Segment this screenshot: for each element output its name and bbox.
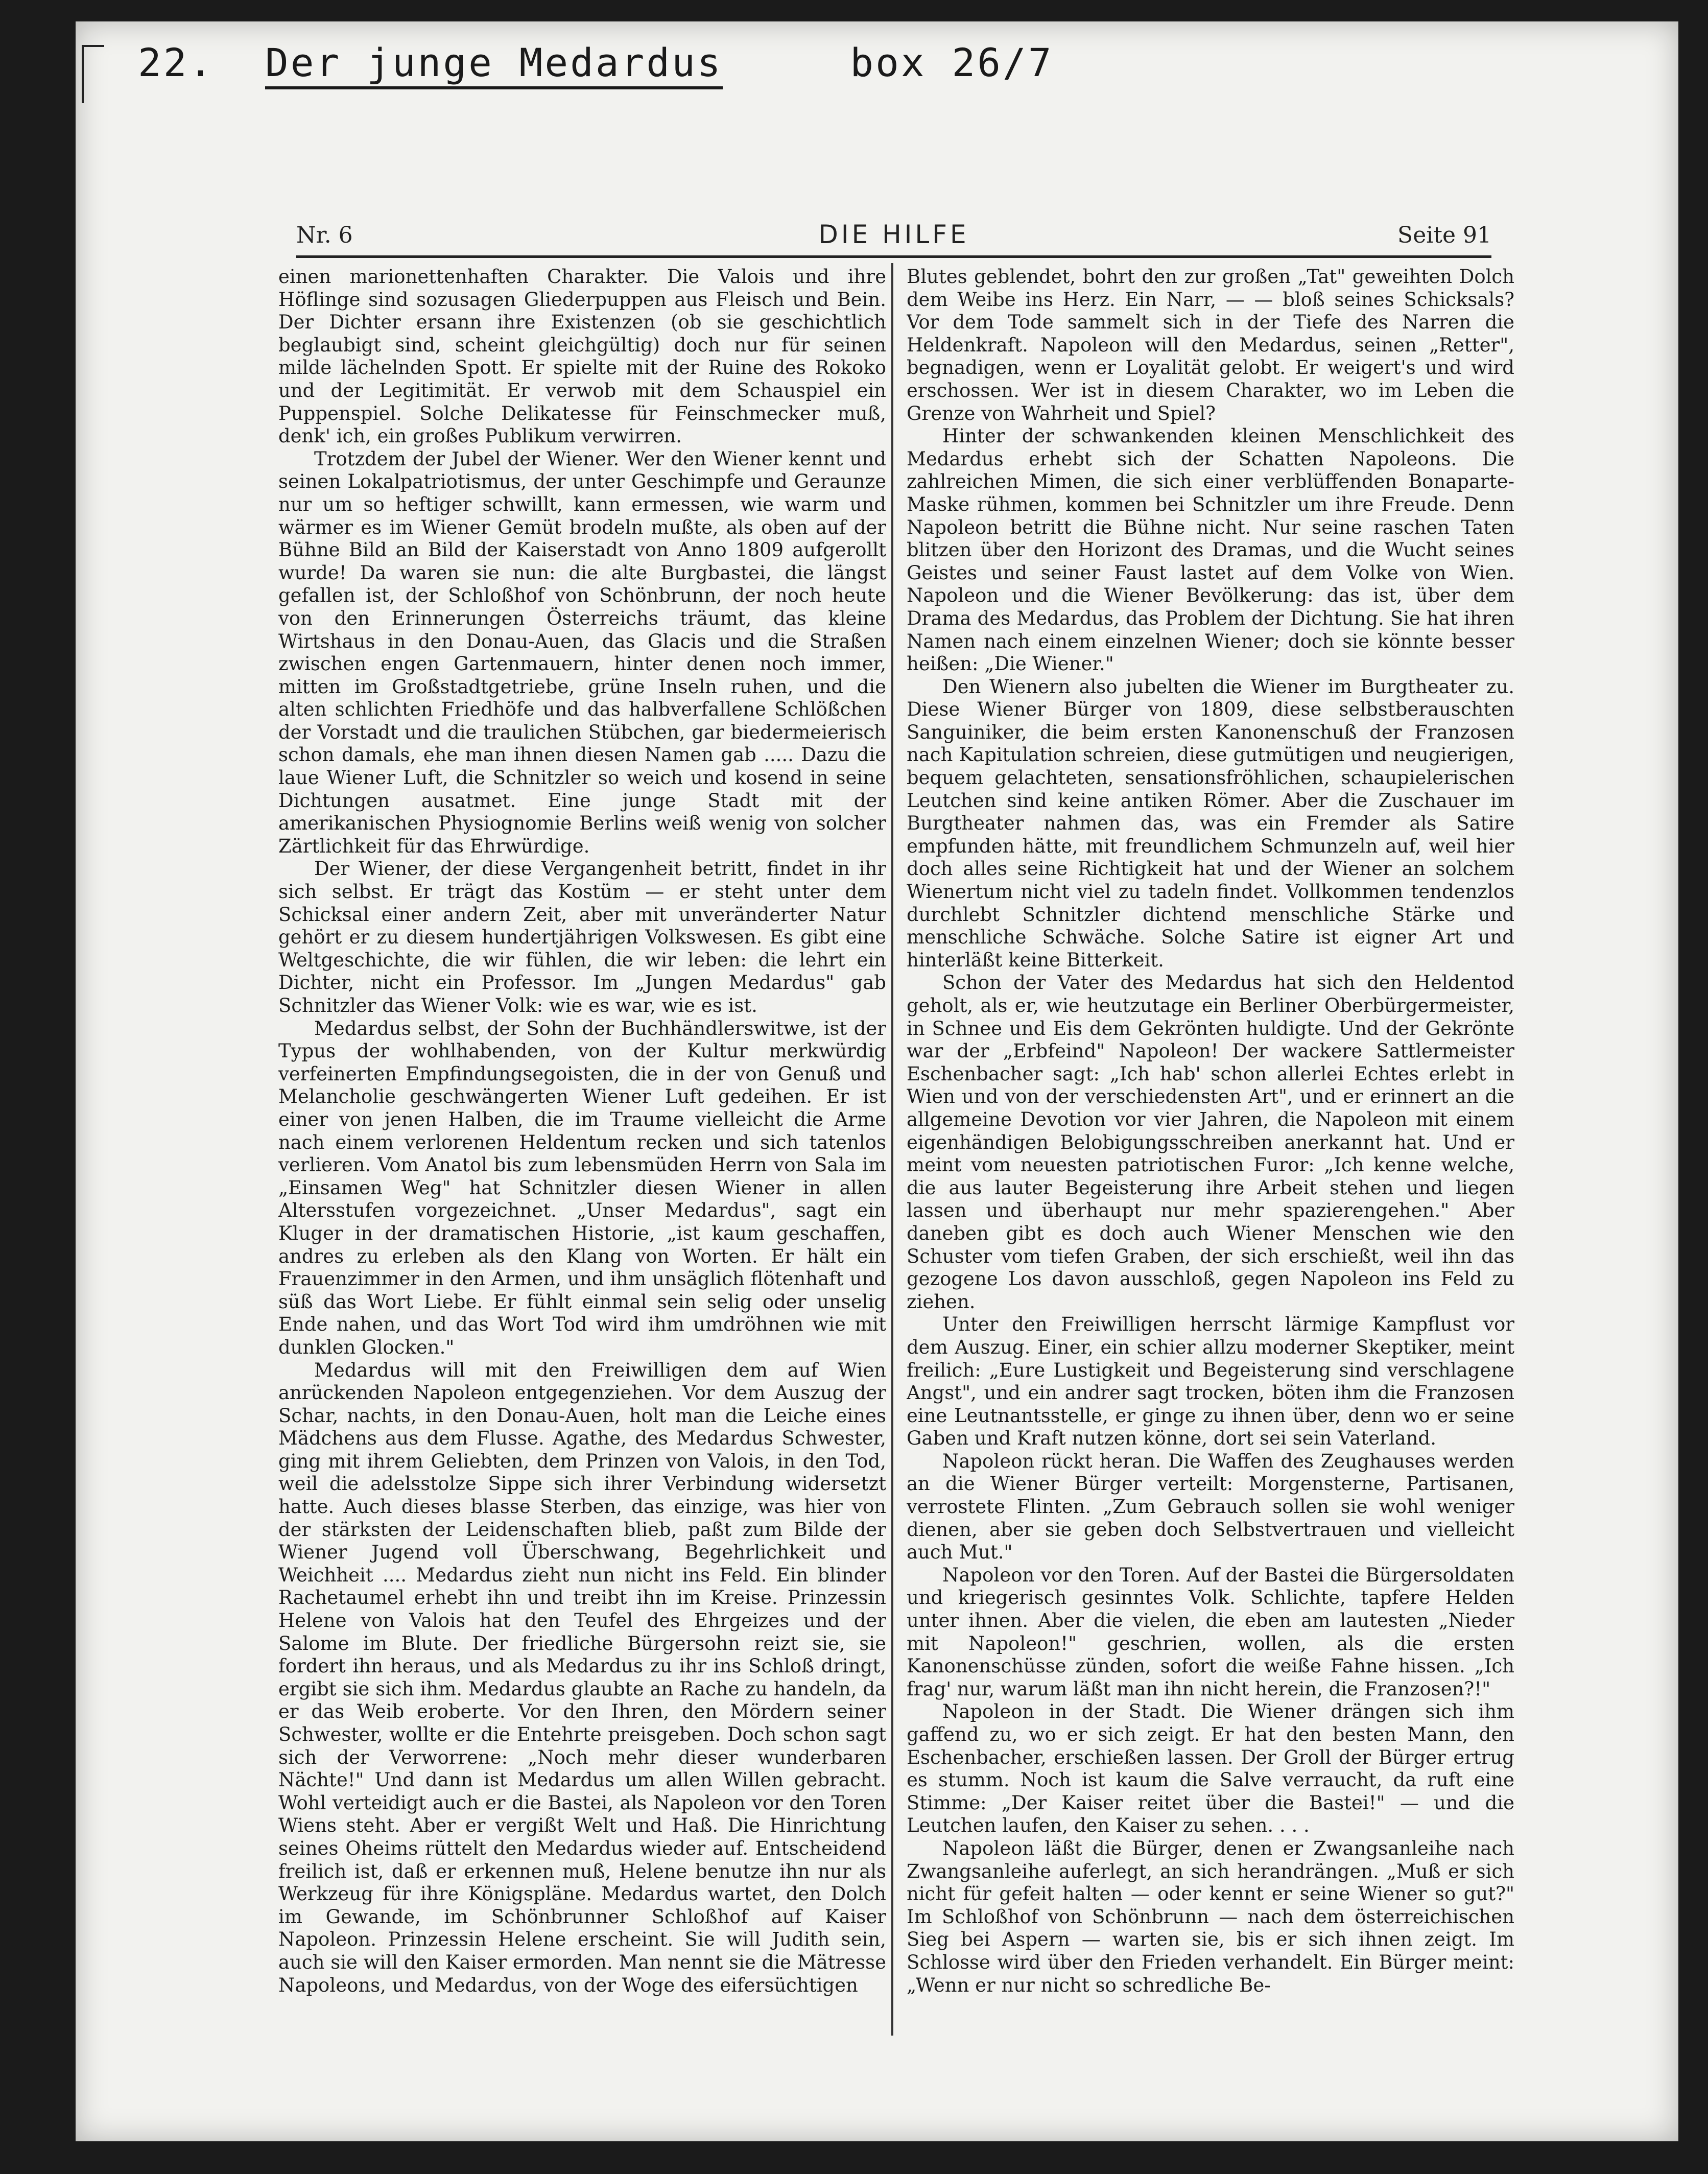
corner-mark [82, 45, 104, 103]
paragraph: einen marionettenhaften Charakter. Die Valois und ihre Höflinge sind sozusagen Gliederpuppen aus Fleisch und Bein. Der Dichter ersann ihre Existenzen (ob sie geschichtlich beglaubigt sind, scheint gleichgültig) doch nur für seinen milde lächelnden Spott. Er spielte mit der Ruine des Rokoko und der Legitimität. Er verwob mit dem Schauspiel ein Puppenspiel. Solche Delikatesse für Feinschmecker muß, denk' ich, ein großes Publikum verwirren. [278, 266, 886, 447]
paragraph: Napoleon in der Stadt. Die Wiener drängen sich ihm gaffend zu, wo er sich zeigt. Er hat den besten Mann, den Eschenbacher, erschießen lassen. Der Groll der Bürger ertrug es stumm. Noch ist kaum die Salve verraucht, da ruft eine Stimme: „Der Kaiser reitet über die Bastei!" — und die Leutchen laufen, den Kaiser zu sehen. . . . [907, 1700, 1514, 1837]
issue-number: Nr. 6 [296, 222, 353, 248]
journal-header [296, 220, 1491, 258]
archive-number: 22. [138, 40, 215, 85]
journal-title: DIE HILFE [818, 220, 969, 249]
paragraph: Napoleon vor den Toren. Auf der Bastei die Bürgersoldaten und kriegerisch gesinntes Volk. Schlichte, tapfere Helden unter ihnen. Aber die vielen, die eben am lautesten „Nieder mit Napoleon!" geschrien, wollen, als die ersten Kanonenschüsse zünden, sofort die weiße Fahne hissen. „Ich frag' nur, warum läßt man ihn nicht herein, die Franzosen?!" [907, 1564, 1514, 1700]
paragraph: Schon der Vater des Medardus hat sich den Heldentod geholt, als er, wie heutzutage ein Berliner Oberbürgermeister, in Schnee und Eis dem Gekrönten huldigte. Und der Gekrönte war der „Erbfeind" Napoleon! Der wackere Sattlermeister Eschenbacher sagt: „Ich hab' schon allerlei Echtes erlebt in Wien und von der verschiedensten Art", und er erinnert an die allgemeine Devotion vor vier Jahren, die Napoleon mit einem eigenhändigen Belobigungsschreiben anerkannt hat. Und er meint vom neuesten patriotischen Furor: „Ich kenne welche, die aus lauter Begeisterung ihre Arbeit stehen und liegen lassen und überhaupt nur mehr spazierengehen." Aber daneben gibt es doch auch Wiener Menschen wie den Schuster vom tiefen Graben, der sich erschießt, weil ihn das gezogene Los davon ausschloß, gegen Napoleon ins Feld zu ziehen. [907, 972, 1514, 1313]
paragraph: Der Wiener, der diese Vergangenheit betritt, findet in ihr sich selbst. Er trägt das Kostüm — er steht unter dem Schicksal einer andern Zeit, aber mit unveränderter Natur gehört er zu diesem hundertjährigen Volkswesen. Es gibt eine Weltgeschichte, die wir fühlen, die wir leben: die lehrt ein Dichter, nicht ein Professor. Im „Jungen Medardus" gab Schnitzler das Wiener Volk: wie es war, wie es ist. [278, 858, 886, 1017]
archive-label [138, 40, 1053, 85]
paragraph: Unter den Freiwilligen herrscht lärmige Kampflust vor dem Auszug. Einer, ein schier allzu moderner Skeptiker, meint freilich: „Eure Lustigkeit und Begeisterung sind verschlagene Angst", und ein andrer sagt trocken, böten ihm die Franzosen eine Leutnantsstelle, er ginge zu ihnen über, denn wo er seine Gaben und Kraft nutzen könne, dort sei sein Vaterland. [907, 1313, 1514, 1450]
page-number: Seite 91 [1397, 222, 1491, 248]
paragraph: Napoleon läßt die Bürger, denen er Zwangsanleihe nach Zwangsanleihe auferlegt, an sich herandrängen. „Muß er sich nicht für gefeit halten — oder kennt er seine Wiener so gut?" Im Schloßhof von Schönbrunn — nach dem österreichischen Sieg bei Aspern — warten sie, bis er sich ihnen zeigt. Im Schlosse wird über den Frieden verhandelt. Ein Bürger meint: „Wenn er nur nicht so schredliche Be- [907, 1837, 1514, 1996]
paragraph: Trotzdem der Jubel der Wiener. Wer den Wiener kennt und seinen Lokalpatriotismus, der unter Geschimpfe und Geraunze nur um so heftiger schwillt, kann ermessen, wie warm und wärmer es im Wiener Gemüt brodeln mußte, als oben auf der Bühne Bild an Bild der Kaiserstadt von Anno 1809 aufgerollt wurde! Da waren sie nun: die alte Burgbastei, die längst gefallen ist, der Schloßhof von Schönbrunn, der noch heute von den Erinnerungen Österreichs träumt, das kleine Wirtshaus in den Donau-Auen, das Glacis und die Straßen zwischen engen Gartenmauern, hinter denen noch immer, mitten im Großstadtgetriebe, grüne Inseln ruhen, und die alten schlichten Friedhöfe und das halbverfallene Schlößchen der Vorstadt und die traulichen Stübchen, gar biedermeierisch schon damals, ehe man ihnen diesen Namen gab ..... Dazu die laue Wiener Luft, die Schnitzler so weich und kosend in seine Dichtungen ausatmet. Eine junge Stadt mit der amerikanischen Physiognomie Berlins weiß wenig von solcher Zärtlichkeit für das Ehrwürdige. [278, 447, 886, 857]
paragraph: Hinter der schwankenden kleinen Menschlichkeit des Medardus erhebt sich der Schatten Napoleons. Die zahlreichen Mimen, die sich einer verblüffenden Bonaparte-Maske rühmen, kommen bei Schnitzler um ihre Freude. Denn Napoleon betritt die Bühne nicht. Nur seine raschen Taten blitzen über den Horizont des Dramas, und die Wucht seines Geistes und seiner Faust lastet auf dem Volke von Wien. Napoleon und die Wiener Bevölkerung: das ist, über dem Drama des Medardus, das Problem der Dichtung. Sie hat ihren Namen nach einem einzelnen Wiener; doch sie könnte besser heißen: „Die Wiener." [907, 425, 1514, 675]
paragraph: Medardus will mit den Freiwilligen dem auf Wien anrückenden Napoleon entgegenziehen. Vor dem Auszug der Schar, nachts, in den Donau-Auen, holt man die Leiche eines Mädchens aus dem Flusse. Agathe, des Medardus Schwester, ging mit ihrem Geliebten, dem Prinzen von Valois, in den Tod, weil die adelsstolze Sippe sich ihrer Verbindung widersetzt hatte. Auch dieses blasse Sterben, das einzige, was hier von der stärksten der Leidenschaften blieb, paßt zum Bilde der Wiener Jugend voll Überschwang, Begehrlichkeit und Weichheit .... Medardus zieht nun nicht ins Feld. Ein blinder Rachetaumel erhebt ihn und treibt ihn im Kreise. Prinzessin Helene von Valois hat den Teufel des Ehrgeizes und der Salome im Blute. Der friedliche Bürgersohn reizt sie, sie fordert ihn heraus, und als Medardus zu ihr ins Schloß dringt, ergibt sie sich ihm. Medardus glaubte an Rache zu handeln, da er das Weib eroberte. Vor den Ihren, den Mördern seiner Schwester, wollte er die Entehrte preisgeben. Doch schon sagt sich der Verworrene: „Noch mehr dieser wunderbaren Nächte!" Und dann ist Medardus um allen Willen gebracht. Wohl verteidigt auch er die Bastei, als Napoleon vor den Toren Wiens steht. Aber er vergißt Welt und Haß. Die Hinrichtung seines Oheims rüttelt den Medardus wieder auf. Entscheidend freilich ist, daß er erkennen muß, Helene benutze ihn nur als Werkzeug für ihre Königspläne. Medardus wartet, den Dolch im Gewande, im Schönbrunner Schloßhof auf Kaiser Napoleon. Prinzessin Helene erscheint. Sie will Judith sein, auch sie will den Kaiser ermorden. Man nennt sie die Mätresse Napoleons, und Medardus, von der Woge des eifersüchtigen [278, 1359, 886, 1996]
archive-title: Der junge Medardus [265, 40, 723, 89]
archive-box: box 26/7 [850, 40, 1054, 85]
right-column [907, 266, 1514, 2043]
left-column [278, 266, 886, 2043]
column-divider [891, 263, 893, 2036]
paragraph: Blutes geblendet, bohrt den zur großen „Tat" geweihten Dolch dem Weibe ins Herz. Ein Narr, — — bloß seines Schicksals? Vor dem Tode sammelt sich in der Tiefe des Narren die Heldenkraft. Napoleon will den Medardus, seinen „Retter", begnadigen, wenn er Loyalität gelobt. Er weigert's und wird erschossen. Wer ist in diesem Charakter, wo im Leben die Grenze von Wahrheit und Spiel? [907, 266, 1514, 424]
paragraph: Den Wienern also jubelten die Wiener im Burgtheater zu. Diese Wiener Bürger von 1809, diese selbstberauschten Sanguiniker, die beim ersten Kanonenschuß der Franzosen nach Kapitulation schreien, diese gutmütigen und neugierigen, bequem gelachteten, sensationsfröhlichen, schaupielerischen Leutchen sind keine antiken Römer. Aber die Zuschauer im Burgtheater nahmen das, was ein Fremder als Satire empfunden hätte, mit freundlichem Schmunzeln auf, weil hier doch alles seine Richtigkeit hat und der Wiener an solchem Wienertum nicht viel zu tadeln findet. Vollkommen tendenzlos durchlebt Schnitzler dichtend menschliche Stärke und menschliche Schwäche. Solche Satire ist eigner Art und hinterläßt keine Bitterkeit. [907, 675, 1514, 971]
paragraph: Napoleon rückt heran. Die Waffen des Zeughauses werden an die Wiener Bürger verteilt: Morgensterne, Partisanen, verrostete Flinten. „Zum Gebrauch sollen sie wohl weniger dienen, aber sie geben doch Selbstvertrauen und vielleicht auch Mut." [907, 1450, 1514, 1564]
paragraph: Medardus selbst, der Sohn der Buchhändlerswitwe, ist der Typus der wohlhabenden, von der Kultur merkwürdig verfeinerten Empfindungsegoisten, die in der von Genuß und Melancholie geschwängerten Wiener Luft gedeihen. Er ist einer von jenen Halben, die im Traume vielleicht die Arme nach einem verlorenen Heldentum recken und sich tatenlos verlieren. Vom Anatol bis zum lebensmüden Herrn von Sala im „Einsamen Weg" hat Schnitzler diesen Wiener in allen Altersstufen vorgezeichnet. „Unser Medardus", sagt ein Kluger in der dramatischen Historie, „ist kaum geschaffen, andres zu erleben als den Klang von Worten. Er hält ein Frauenzimmer in den Armen, und ihm unsäglich flötenhaft und süß das Wort Liebe. Er fühlt einmal sein selig oder unselig Ende nahen, und das Wort Tod wird ihm umdröhnen wie mit dunklen Glocken." [278, 1017, 886, 1358]
